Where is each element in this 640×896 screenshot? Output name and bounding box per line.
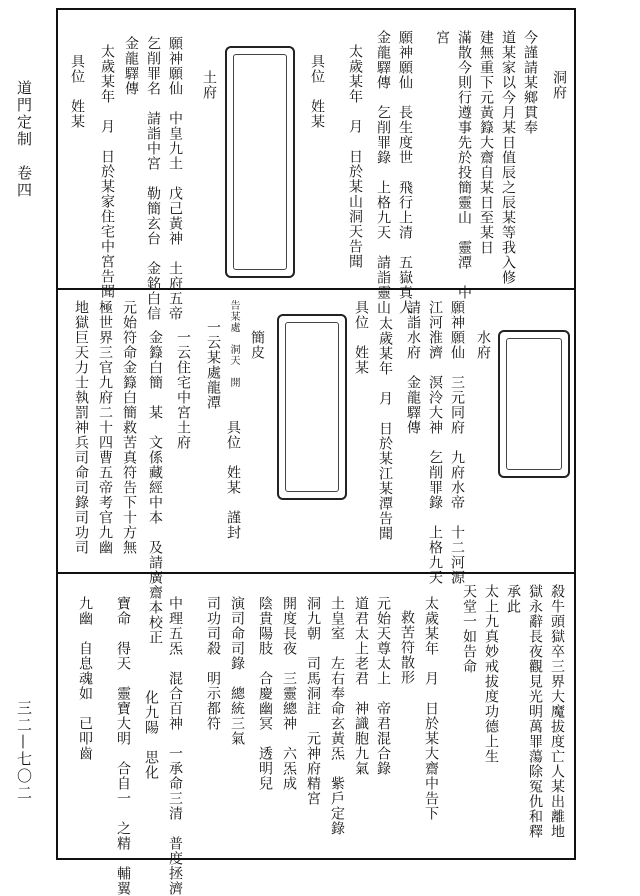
text-column: 化九陽 思化 [143, 690, 159, 780]
text-column: 殺牛頭獄卒三界大魔拔度亡人某出離地 [549, 584, 565, 839]
text-column: 簡皮 [249, 330, 265, 360]
text-column: 江河淮濟 溟泠大神 乞削罪錄 上格九天 [427, 300, 443, 585]
text-column: 中理五炁 混合百神 一承命三清 普度拯濟 [167, 596, 183, 896]
text-column: 土府 [201, 70, 217, 100]
text-column: 極世界三官九府二十四曹五帝考官九幽 [97, 300, 113, 555]
text-column: 獄永辭長夜觀見光明萬罪蕩除冤仇和釋 [527, 584, 543, 839]
seal-icon [225, 46, 295, 278]
seal-icon [277, 314, 347, 500]
text-column: 具位 姓某 [353, 300, 369, 375]
text-column: 陰貴陽肢 合慶幽冥 透明兒 [257, 596, 273, 791]
text-column: 告某處 洞天 開 [228, 300, 239, 388]
text-column: 願神願仙 三元同府 九府水帝 十二河源 [449, 300, 465, 585]
text-column: 救苦符散形 [399, 610, 415, 685]
text-column: 金龍驛傳 [123, 36, 139, 96]
text-column: 太歲某年 月 日於某江某潭告聞 [377, 316, 393, 541]
text-column: 具位 姓某 [69, 54, 85, 129]
text-column: 乞削罪名 請詣中宮 勒簡玄台 金銘白信 [145, 36, 161, 321]
text-column: 建無重下元黃籙大齋自某日至某日 [478, 30, 494, 255]
text-column: 太歲某年 月 日於某家住宅中宮告聞 [99, 44, 115, 299]
seal-icon [498, 330, 570, 478]
text-column: 一云某處龍潭 [205, 320, 221, 410]
text-column: 土皇室 左右奉命玄黃炁 紫戶定錄 [329, 596, 345, 836]
text-column: 承此 [505, 584, 521, 614]
text-column: 洞府 [551, 70, 567, 100]
text-column: 開度長夜 三靈總神 六炁成 [281, 596, 297, 791]
text-column: 宮 [434, 30, 450, 45]
margin-book-title: 道門定制 卷四 [15, 80, 33, 199]
text-column: 寶命 得天 靈寶大明 合自一 之精 輔翼 [115, 596, 131, 896]
text-column: 道君太上老君 神識胞九氣 [353, 596, 369, 776]
text-column: 元始天尊太上 帝君混合錄 [375, 596, 391, 776]
text-column: 滿散今則行遵事先於投簡靈山 靈潭 中 [456, 30, 472, 300]
text-column: 地獄巨天力士執罰神兵司命司錄司功司 [73, 300, 89, 555]
text-column: 元始符命金籙白簡救苦真符告下十方無 [121, 300, 137, 555]
text-column: 一云住宅中宮土府 [175, 330, 191, 450]
panel-divider-top [56, 288, 576, 290]
panel-divider-bottom [56, 572, 576, 574]
text-column: 司功司殺 明示都符 [205, 596, 221, 731]
text-column: 具位 姓某 謹封 [225, 420, 241, 540]
text-column: 請詣水府 金龍驛傳 [405, 300, 421, 435]
text-column: 太上九真妙戒拔度功德上生 [483, 584, 499, 764]
text-column: 願神願仙 中皇九土 戊己黃神 土府五帝 [167, 36, 183, 321]
text-column: 金籙白簡 某 文係藏經中本 及請廣齋本校正 [147, 330, 163, 645]
text-column: 九幽 自息魂如 已叩齒 [77, 596, 93, 761]
text-column: 太歲某年 月 日於某大齋中告下 [423, 596, 439, 821]
text-column: 演司命司錄 總統三氣 [229, 596, 245, 746]
text-column: 太歲某年 月 日於某山洞天告聞 [347, 44, 363, 269]
text-column: 願神願仙 長生度世 飛行上清 五嶽真人 [397, 30, 413, 315]
margin-page-number: 三二—七〇二 [15, 700, 33, 802]
text-column: 洞九朝 司馬洞註 元神府精宮 [305, 596, 321, 806]
text-column: 今謹請某鄉貫奉 [522, 30, 538, 135]
text-column: 金龍驛傳 乞削罪錄 上格九天 請詣靈山 [375, 30, 391, 315]
text-column: 水府 [475, 330, 491, 360]
text-column: 具位 姓某 [309, 54, 325, 129]
text-column: 天堂一如告命 [461, 584, 477, 674]
text-column: 道某家以今月某日值辰之辰某等我入修 [500, 30, 516, 285]
